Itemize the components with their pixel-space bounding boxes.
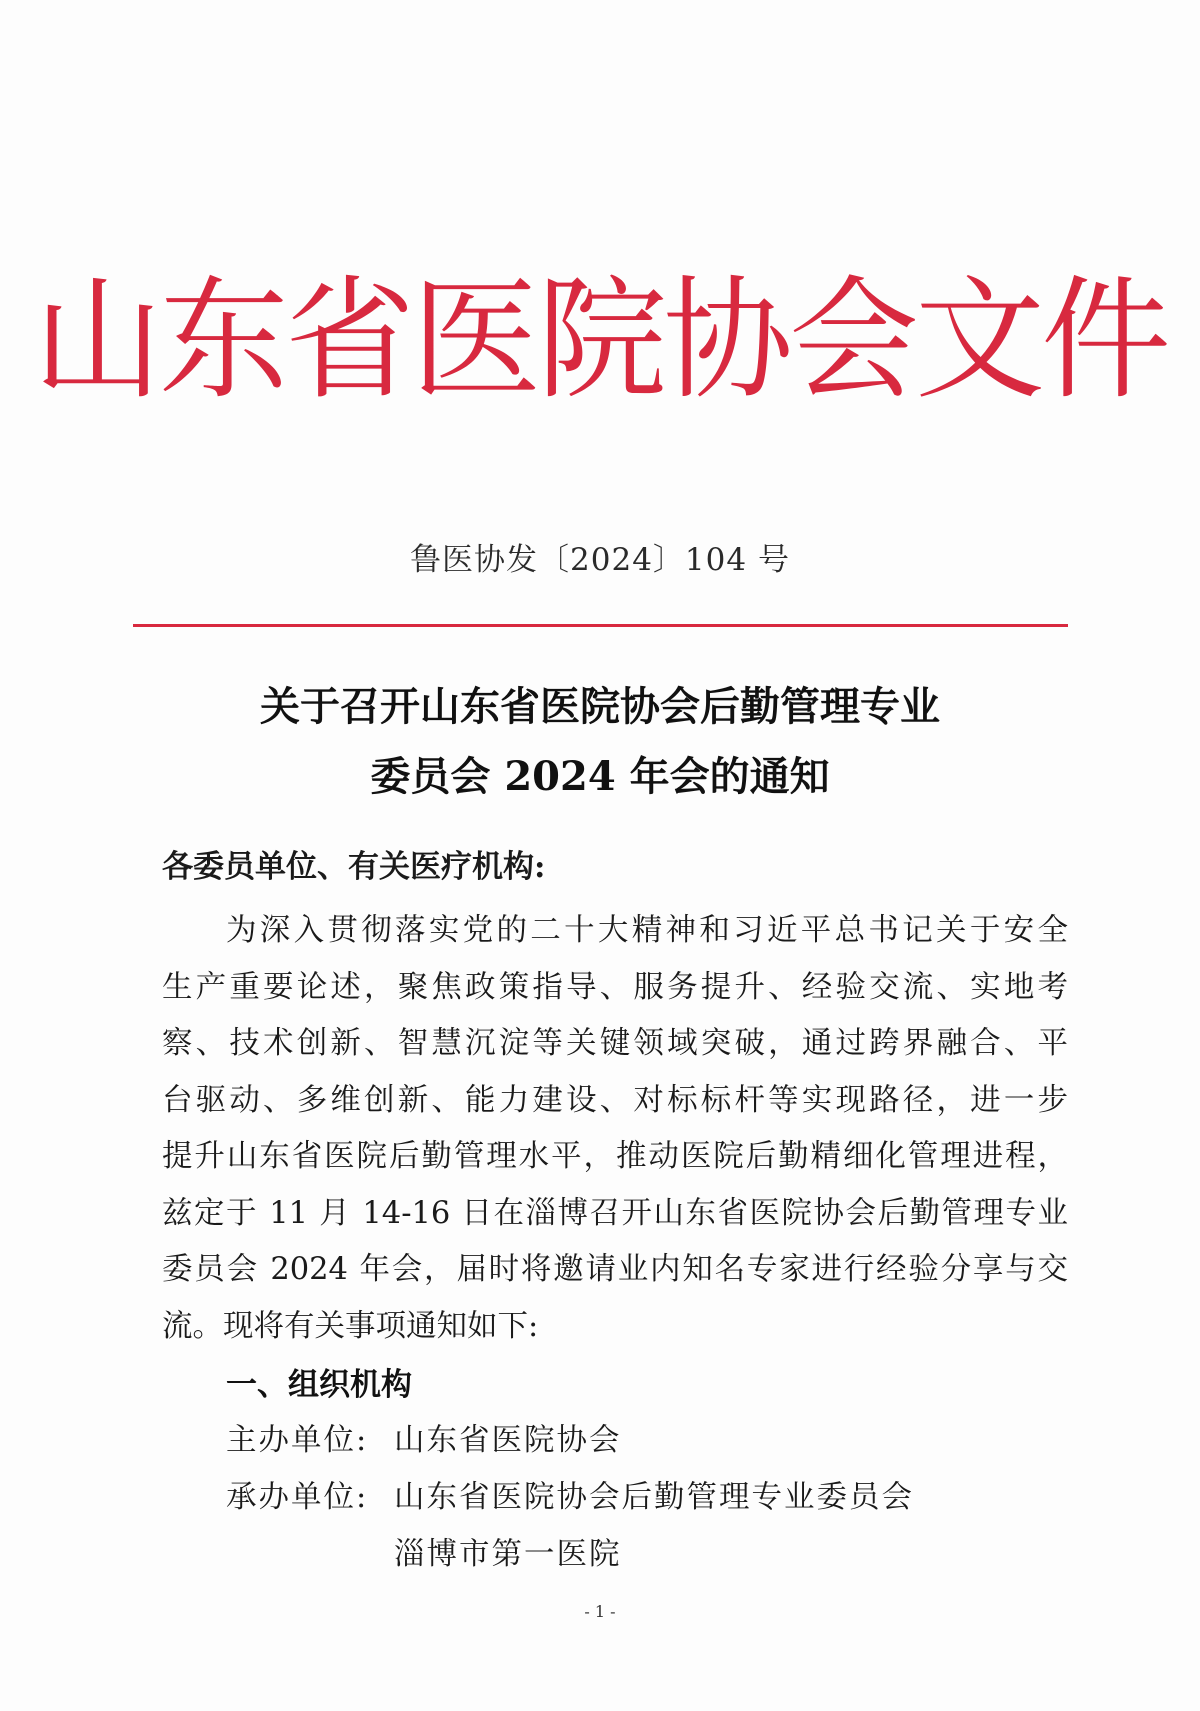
page-number: - 1 - [584,1602,616,1621]
notice-title-line-1: 关于召开山东省医院协会后勤管理专业 [260,683,940,730]
body-line: 委员会 2024 年会，届时将邀请业内知名专家进行经验分享与交 [162,1252,1068,1287]
body-line: 提升山东省医院后勤管理水平，推动医院后勤精细化管理进程， [162,1139,1068,1174]
body-line: 生产重要论述，聚焦政策指导、服务提升、经验交流、实地考 [162,969,1068,1005]
document-number: 鲁医协发〔2024〕104 号 [410,542,790,578]
body-line: 察、技术创新、智慧沉淀等关键领域突破，通过跨界融合、平 [162,1026,1068,1061]
organizer-value-2: 淄博市第一医院 [394,1537,622,1572]
body-line: 台驱动、多维创新、能力建设、对标标杆等实现路径，进一步 [162,1082,1068,1118]
body-line: 为深入贯彻落实党的二十大精神和习近平总书记关于安全 [226,913,1068,948]
body-line: 流。现将有关事项通知如下: [162,1308,539,1344]
host-row [226,1413,622,1469]
host-label: 主办单位: [226,1423,369,1458]
document-masthead: 山东省医院协会文件 [32,262,1167,418]
organizer-value-1: 山东省医院协会后勤管理专业委员会 [394,1480,914,1515]
organizer-label: 承办单位: [226,1480,369,1515]
body-paragraph [162,903,1068,1355]
notice-title [0,672,1200,812]
salutation: 各委员单位、有关医疗机构: [162,849,546,885]
host-value: 山东省医院协会 [394,1423,622,1458]
organizer-row [226,1470,914,1526]
section-heading-organization: 一、组织机构 [226,1367,412,1403]
notice-title-line-2: 委员会 2024 年会的通知 [370,753,830,800]
body-line: 兹定于 11 月 14-16 日在淄博召开山东省医院协会后勤管理专业 [162,1195,1068,1231]
red-divider-line [133,624,1068,627]
